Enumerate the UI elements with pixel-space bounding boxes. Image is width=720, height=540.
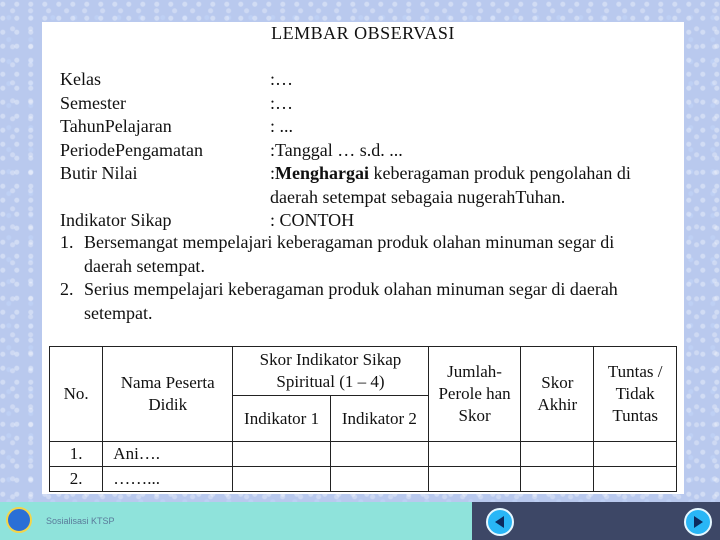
field-kelas <box>60 68 680 92</box>
field-label: Butir Nilai <box>60 163 138 183</box>
cell-nama: ……... <box>103 467 233 492</box>
field-list <box>60 68 680 233</box>
field-value: :… <box>270 92 294 113</box>
cell-empty <box>428 467 521 492</box>
field-label: Semester <box>60 92 126 113</box>
table-row <box>50 467 677 492</box>
field-indikator-sikap <box>60 209 680 233</box>
header-skor-indikator: Skor Indikator Sikap Spiritual (1 – 4) <box>233 347 429 396</box>
footer-text: Sosialisasi KTSP <box>46 516 115 526</box>
list-text-line2: daerah setempat. <box>84 255 205 276</box>
indicator-list <box>60 231 684 325</box>
field-value <box>270 162 631 185</box>
butir-prefix: : <box>270 163 276 183</box>
field-label: TahunPelajaran <box>60 116 172 136</box>
header-jumlah: Jumlah-Perole han Skor <box>428 347 521 442</box>
field-value: :Tanggal … s.d. ... <box>270 139 403 160</box>
field-butir-nilai-cont <box>60 186 680 210</box>
cell-no: 2. <box>50 467 103 492</box>
cell-empty <box>521 442 594 467</box>
next-slide-button[interactable] <box>684 508 712 536</box>
prev-slide-button[interactable] <box>486 508 514 536</box>
field-value: : CONTOH <box>270 210 355 230</box>
field-butir-nilai <box>60 162 680 186</box>
header-skor-akhir: Skor Akhir <box>521 347 594 442</box>
cell-empty <box>330 442 428 467</box>
ministry-logo-icon <box>6 507 32 533</box>
observation-table <box>49 346 677 492</box>
header-indikator-1: Indikator 1 <box>233 396 331 442</box>
header-no: No. <box>50 347 103 442</box>
list-number: 2. <box>60 279 74 299</box>
butir-rest: keberagaman produk pengolahan di <box>369 163 631 183</box>
field-label: Kelas <box>60 69 101 89</box>
cell-empty <box>233 467 331 492</box>
field-tahun-pelajaran <box>60 115 680 139</box>
field-label: Indikator Sikap <box>60 210 172 230</box>
list-text-line1: Bersemangat mempelajari keberagaman produk olahan minuman segar di <box>84 232 615 252</box>
list-item <box>60 231 684 278</box>
cell-nama: Ani…. <box>103 442 233 467</box>
list-text-line2: setempat. <box>84 302 153 323</box>
page-title: LEMBAR OBSERVASI <box>271 23 455 43</box>
observation-sheet <box>42 22 684 494</box>
header-indikator-2: Indikator 2 <box>330 396 428 442</box>
table-header-row <box>50 347 677 396</box>
field-label: PeriodePengamatan <box>60 139 203 160</box>
field-semester <box>60 92 680 116</box>
field-periode-pengamatan <box>60 139 680 163</box>
list-item <box>60 278 684 325</box>
header-tuntas: Tuntas / Tidak Tuntas <box>594 347 677 442</box>
butir-line2: daerah setempat sebagaia nugerahTuhan. <box>270 186 566 207</box>
cell-empty <box>428 442 521 467</box>
field-value: : ... <box>270 116 294 136</box>
list-number: 1. <box>60 232 74 252</box>
cell-no: 1. <box>50 442 103 467</box>
cell-empty <box>594 442 677 467</box>
field-value: :… <box>270 69 294 89</box>
cell-empty <box>594 467 677 492</box>
butir-bold: Menghargai <box>275 163 370 183</box>
table-row <box>50 442 677 467</box>
list-text-line1: Serius mempelajari keberagaman produk olahan minuman segar di daerah <box>84 279 618 299</box>
header-nama: Nama Peserta Didik <box>103 347 233 442</box>
cell-empty <box>330 467 428 492</box>
cell-empty <box>521 467 594 492</box>
cell-empty <box>233 442 331 467</box>
